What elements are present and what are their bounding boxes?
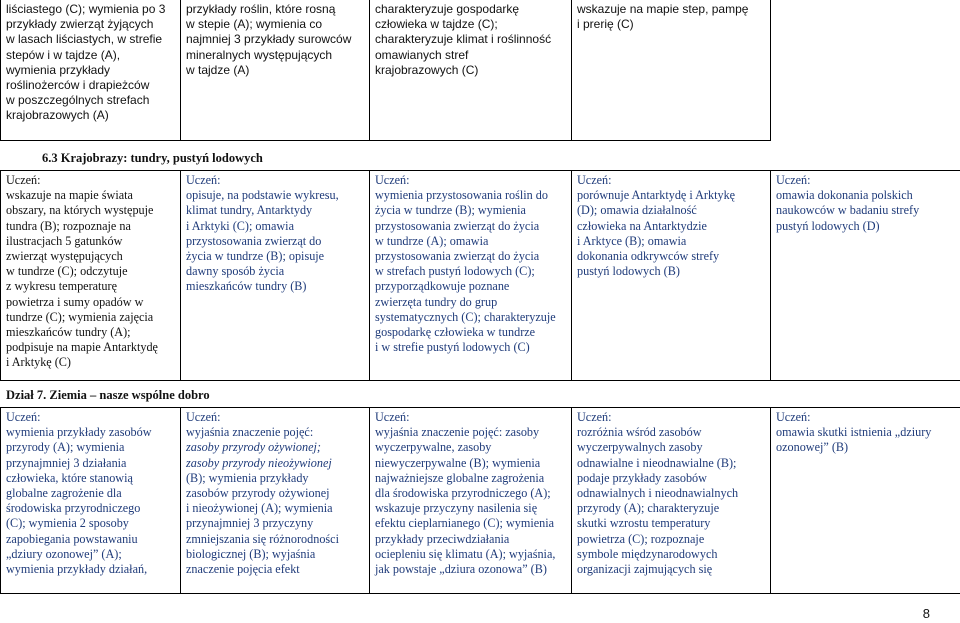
text-line: w tundrze (C); odczytuje (6, 264, 128, 279)
text-line: przyrody (A); charakteryzuje (577, 501, 720, 516)
text-line: symbole międzynarodowych (577, 546, 718, 561)
text-line: i prerię (C) (577, 17, 634, 32)
text-line: (B); wymienia przykłady (186, 470, 309, 485)
text-line: zwierząt występujących (6, 249, 123, 264)
text-line: ociepleniu się klimatu (A); wyjaśnia, (375, 546, 556, 561)
table-top-row (0, 0, 960, 141)
text-line: porównuje Antarktydę i Arktykę (577, 188, 736, 203)
section-6-3-cell-5 (771, 171, 960, 381)
text-line: życia w tundrze (B); opisuje (186, 249, 325, 264)
text-line: odnawialnych i nieodnawialnych (577, 486, 739, 501)
text-line: i w strefie pustyń lodowych (C) (375, 340, 530, 355)
text-line: przynajmniej 3 przyczyny (186, 516, 314, 531)
text-line: przyrody (A); wymienia (6, 440, 125, 455)
text-line: ozonowej” (B) (776, 440, 849, 455)
text-line: jak powstaje „dziura ozonowa” (B) (375, 562, 547, 577)
text-line: wyczerpywalne, zasoby (375, 440, 492, 455)
text-line: skutki wzrostu temperatury (577, 516, 711, 531)
text-line: i Arktykę (C) (6, 355, 71, 370)
text-line: zmniejszania się różnorodności (186, 531, 339, 546)
text-line: rozróżnia wśród zasobów (577, 425, 702, 440)
text-line: krajobrazowych (A) (6, 108, 109, 123)
text-line: „dziury ozonowej” (A); (6, 546, 122, 561)
text-line: powietrza (C); rozpoznaje (577, 531, 705, 546)
text-line: tundra (B); rozpoznaje na (6, 218, 131, 233)
text-line: człowieka w tajdze (C); (375, 17, 498, 32)
text-line: przynajmniej 3 działania (6, 455, 127, 470)
text-line: zasoby przyrody ożywionej; (186, 440, 321, 455)
text-line: charakteryzuje gospodarkę (375, 2, 520, 16)
text-line: i Arktyce (B); omawia (577, 233, 687, 248)
text-line: opisuje, na podstawie wykresu, (186, 188, 339, 203)
text-line: klimat tundry, Antarktydy (186, 203, 313, 218)
text-line: przykłady zwierząt żyjących (6, 17, 154, 32)
top-cell-1 (1, 0, 181, 141)
text-line: obszary, na których występuje (6, 203, 154, 218)
text-line: pustyń lodowych (D) (776, 218, 880, 233)
section-7-cell-1 (1, 408, 181, 594)
text-line: przykłady przeciwdziałania (375, 531, 510, 546)
text-line: organizacji zajmujących się (577, 562, 713, 577)
section-6-3-cell-3 (370, 171, 572, 381)
text-line: człowieka na Antarktydzie (577, 218, 707, 233)
section-7-cell-5 (771, 408, 960, 594)
text-line: w lasach liściastych, w strefie (6, 32, 163, 47)
top-cell-4 (572, 0, 771, 141)
table-section-7 (0, 407, 960, 594)
text-line: naukowców w badaniu strefy (776, 203, 920, 218)
text-line: efektu cieplarnianego (C); wymienia (375, 516, 555, 531)
section-6-3-title: 6.3 Krajobrazy: tundry, pustyń lodowych (42, 151, 263, 165)
text-line: przystosowania zwierząt do życia (375, 218, 540, 233)
pupil-header: Uczeń: (577, 410, 612, 424)
text-line: stepów i w tajdze (A), (6, 47, 121, 62)
text-line: najmniej 3 przykłady surowców (186, 32, 352, 47)
text-line: tundrze (C); wymienia zajęcia (6, 309, 154, 324)
text-line: wymienia przykłady (6, 62, 111, 77)
top-cell-5 (771, 0, 960, 141)
text-line: przystosowania zwierząt do życia (375, 249, 540, 264)
pupil-header: Uczeń: (375, 410, 410, 424)
pupil-header: Uczeń: (577, 173, 612, 187)
section-6-3-cell-1 (1, 171, 181, 381)
text-line: biologicznej (B); wyjaśnia (186, 546, 316, 561)
text-line: wymienia przykłady zasobów (6, 425, 152, 440)
text-line: podpisuje na mapie Antarktydę (6, 340, 158, 355)
section-7-cell-2 (181, 408, 370, 594)
page-number: 8 (922, 606, 930, 621)
text-line: dla środowiska przyrodniczego (A); (375, 486, 551, 501)
text-line: wymienia przykłady działań, (6, 562, 148, 577)
section-7-cell-3 (370, 408, 572, 594)
section-7-cell-4 (572, 408, 771, 594)
text-line: znaczenie pojęcia efekt (186, 562, 300, 577)
text-line: wskazuje przyczyny nasilenia się (375, 501, 538, 516)
text-line: wyczerpywalnych zasoby (577, 440, 703, 455)
pupil-header: Uczeń: (186, 173, 221, 187)
text-line: wyjaśnia znaczenie pojęć: zasoby (375, 425, 540, 440)
text-line: odnawialne i nieodnawialne (B); (577, 455, 737, 470)
text-line: przystosowania zwierząt do (186, 233, 322, 248)
text-line: wymienia przystosowania roślin do (375, 188, 548, 203)
text-line: z wykresu temperaturę (6, 279, 117, 294)
text-line: i Arktyki (C); omawia (186, 218, 294, 233)
text-line: w stepie (A); wymienia co (186, 17, 323, 32)
text-line: w poszczególnych strefach (6, 93, 150, 108)
text-line: charakteryzuje klimat i roślinność (375, 32, 552, 47)
text-line: podaje przykłady zasobów (577, 470, 707, 485)
text-line: przyporządkowuje poznane (375, 279, 510, 294)
pupil-header: Uczeń: (6, 173, 41, 187)
text-line: zasobów przyrody ożywionej (186, 486, 330, 501)
text-line: globalne zagrożenie dla (6, 486, 122, 501)
text-line: wyjaśnia znaczenie pojęć: (186, 425, 314, 440)
text-line: zapobiegania powstawaniu (6, 531, 138, 546)
text-line: systematycznych (C); charakteryzuje (375, 309, 556, 324)
top-cell-2 (181, 0, 370, 141)
pupil-header: Uczeń: (375, 173, 410, 187)
text-line: człowieka, które stanowią (6, 470, 133, 485)
text-line: pustyń lodowych (B) (577, 264, 680, 279)
text-line: powietrza i sumy opadów w (6, 294, 144, 309)
text-line: dawny sposób życia (186, 264, 285, 279)
text-line: w tundrze (A); omawia (375, 233, 489, 248)
pupil-header: Uczeń: (776, 410, 811, 424)
text-line: środowiska przyrodniczego (6, 501, 141, 516)
pupil-header: Uczeń: (186, 410, 221, 424)
text-line: zwierzęta tundry do grup (375, 294, 498, 309)
text-line: wskazuje na mapie step, pampę (577, 2, 749, 16)
text-line: w tajdze (A) (186, 62, 250, 77)
text-line: mineralnych występujących (186, 47, 333, 62)
text-line: mieszkańców tundry (B) (186, 279, 307, 294)
text-line: roślinożerców i drapieżców (6, 78, 150, 93)
text-line: najważniejsze globalne zagrożenia (375, 470, 545, 485)
text-line: liściastego (C); wymienia po 3 (6, 2, 166, 16)
pupil-header: Uczeń: (6, 410, 41, 424)
text-line: ilustracjach 5 gatunków (6, 233, 123, 248)
text-line: mieszkańców tundry (A); (6, 325, 131, 340)
text-line: przykłady roślin, które rosną (186, 2, 336, 16)
section-6-3-cell-4 (572, 171, 771, 381)
text-line: omawianych stref (375, 47, 469, 62)
text-line: (D); omawia działalność (577, 203, 697, 218)
text-line: omawia skutki istnienia „dziury (776, 425, 932, 440)
pupil-header: Uczeń: (776, 173, 811, 187)
text-line: dokonania odkrywców strefy (577, 249, 720, 264)
text-line: w strefach pustyń lodowych (C); (375, 264, 535, 279)
text-line: życia w tundrze (B); wymienia (375, 203, 526, 218)
text-line: i nieożywionej (A); wymienia (186, 501, 333, 516)
text-line: niewyczerpywalne (B); wymienia (375, 455, 541, 470)
top-cell-3 (370, 0, 572, 141)
text-line: (C); wymienia 2 sposoby (6, 516, 129, 531)
text-line: omawia dokonania polskich (776, 188, 913, 203)
table-section-6-3 (0, 170, 960, 381)
text-line: krajobrazowych (C) (375, 62, 479, 77)
section-7-title: Dział 7. Ziemia – nasze wspólne dobro (6, 388, 210, 402)
section-6-3-cell-2 (181, 171, 370, 381)
text-line: gospodarkę człowieka w tundrze (375, 325, 536, 340)
text-line: zasoby przyrody nieożywionej (186, 455, 332, 470)
text-line: wskazuje na mapie świata (6, 188, 133, 203)
